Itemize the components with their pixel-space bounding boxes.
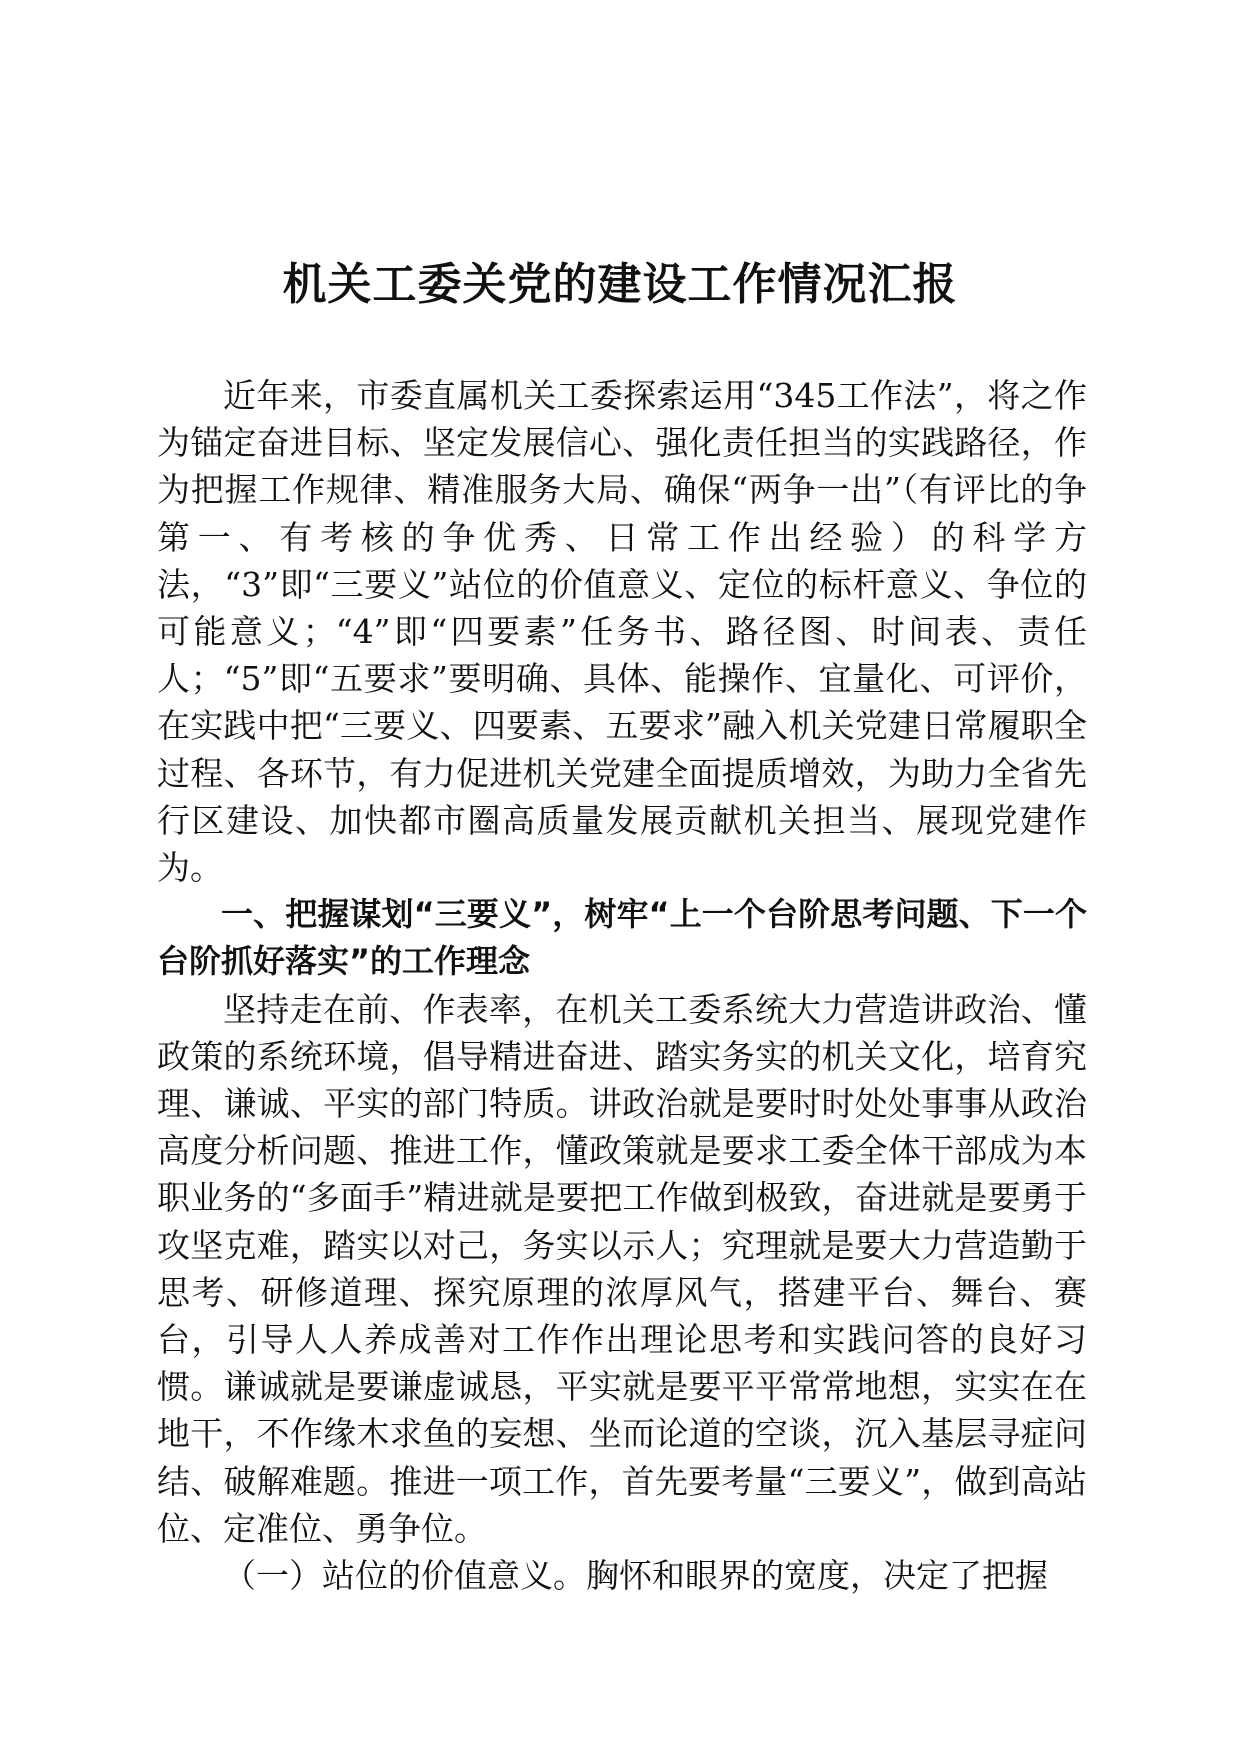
section-heading-1: 一、把握谋划“三要义”，树牢“上一个台阶思考问题、下一个台阶抓好落实”的工作理念 <box>157 895 1087 981</box>
section-1-paragraph: 坚持走在前、作表率，在机关工委系统大力营造讲政治、懂政策的系统环境，倡导精进奋进、踏实务实的机关文化，培育究理、谦诚、平实的部门特质。讲政治就是要时时处处事事从政治高度分析问题、推进工作，懂政策就是要求工委全体干部成为本职业务的“多面手”精进就是要把工作做到极致，奋进就是要勇于攻坚克难，踏实以对己，务实以示人；究理就是要大力营造勤于思考、研修道理、探究原理的浓厚风气，搭建平台、舞台、赛台，引导人人养成善对工作作出理论思考和实践问答的良好习惯。谦诚就是要谦虚诚恳，平实就是要平平常常地想，实实在在地干，不作缘木求鱼的妄想、坐而论道的空谈，沉入基层寻症问结、破解难题。推进一项工作，首先要考量“三要义”，做到高站位、定准位、勇争位。 <box>157 989 1087 1548</box>
intro-paragraph: 近年来，市委直属机关工委探索运用“345工作法”，将之作为锚定奋进目标、坚定发展信心、强化责任担当的实践路径，作为把握工作规律、精准服务大局、确保“两争一出”（有评比的争第一、有考核的争优秀、日常工作出经验）的科学方法，“3”即“三要义”站位的价值意义、定位的标杆意义、争位的可能意义；“4”即“四要素”任务书、路径图、时间表、责任人；“5”即“五要求”要明确、具体、能操作、宜量化、可评价，在实践中把“三要义、四要素、五要求”融入机关党建日常履职全过程、各环节，有力促进机关党建全面提质增效，为助力全省先行区建设、加快都市圈高质量发展贡献机关担当、展现党建作为。 <box>157 376 1087 888</box>
subsection-1-paragraph: （一）站位的价值意义。胸怀和眼界的宽度，决定了把握 <box>223 1556 1048 1596</box>
document-title: 机关工委关党的建设工作情况汇报 <box>282 259 958 310</box>
document-body <box>157 372 1087 1599</box>
